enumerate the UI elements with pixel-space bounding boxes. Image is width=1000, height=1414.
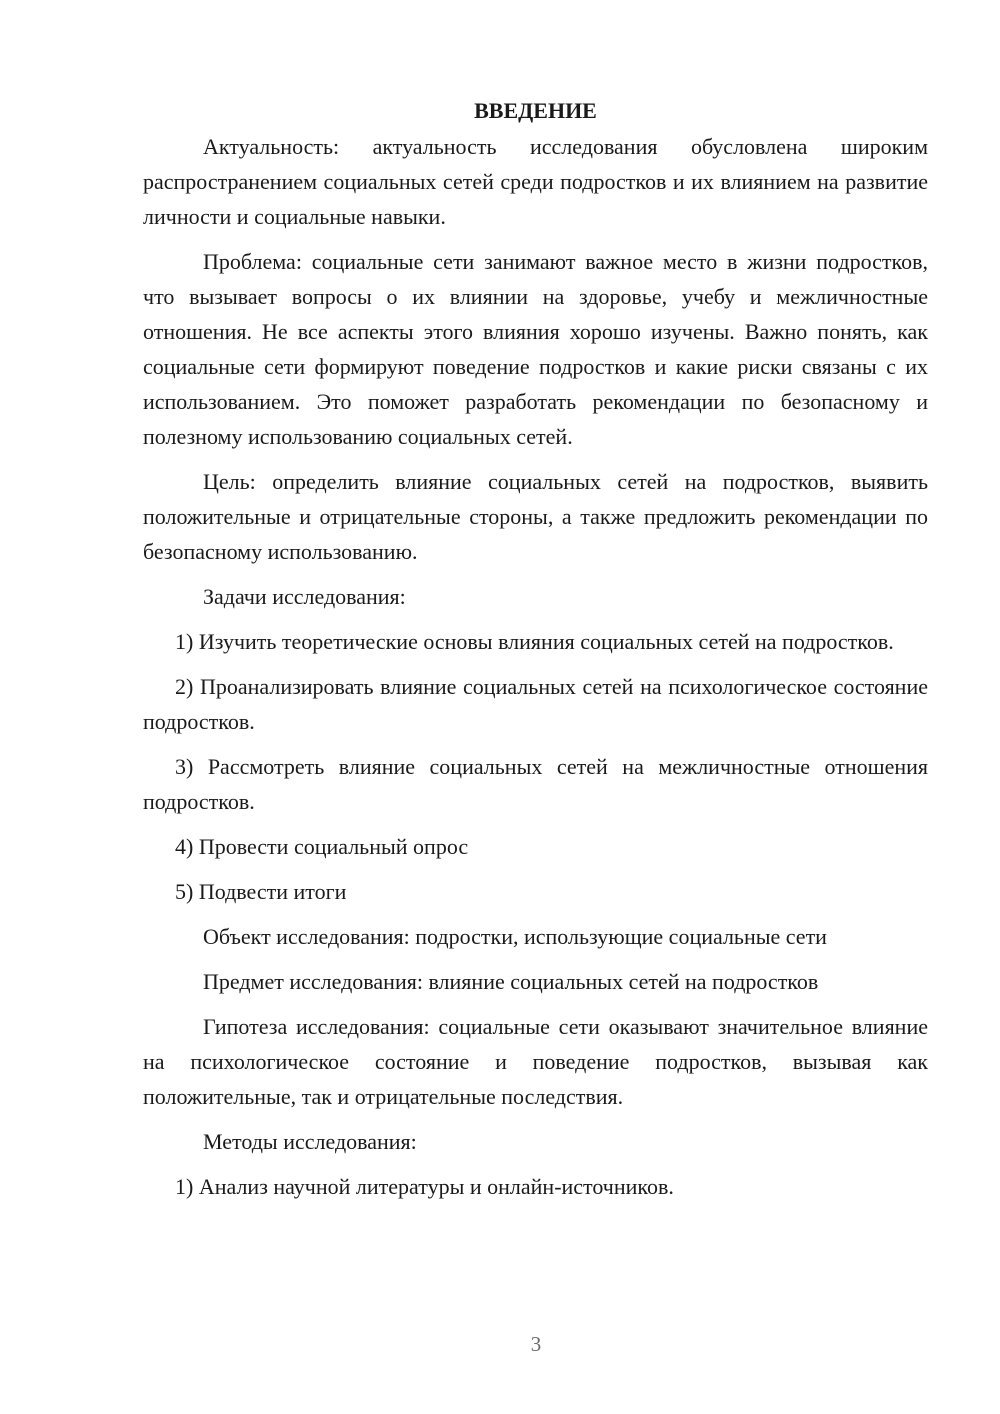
method-item-1: 1) Анализ научной литературы и онлайн-источников. xyxy=(175,1174,674,1199)
methods-heading: Методы исследования: xyxy=(203,1129,417,1154)
task-item-2: 2) Проанализировать влияние социальных сетей на психологическое состояние подростков. xyxy=(143,674,928,734)
task-item-5: 5) Подвести итоги xyxy=(175,879,347,904)
page-content xyxy=(143,95,928,1204)
relevance-paragraph: Актуальность: актуальность исследования обусловлена широким распространением социальных сетей среди подростков и их влиянием на развитие личности и социальные навыки. xyxy=(143,134,928,229)
research-object: Объект исследования: подростки, использующие социальные сети xyxy=(203,924,827,949)
page-number: 3 xyxy=(530,1332,542,1356)
tasks-heading: Задачи исследования: xyxy=(203,584,406,609)
problem-paragraph: Проблема: социальные сети занимают важное место в жизни подростков, что вызывает вопросы о их влиянии на здоровье, учебу и межличностные отношения. Не все аспекты этого влияния хорошо изучены. Важно понять, как социальные сети формируют поведение подростков и какие риски связаны с их использованием. Это поможет разработать рекомендации по безопасному и полезному использованию социальных сетей. xyxy=(143,249,928,449)
task-item-4: 4) Провести социальный опрос xyxy=(175,834,469,859)
research-hypothesis: Гипотеза исследования: социальные сети оказывают значительное влияние на психологическое состояние и поведение подростков, вызывая как положительные, так и отрицательные последствия. xyxy=(143,1014,928,1109)
task-item-3: 3) Рассмотреть влияние социальных сетей на межличностные отношения подростков. xyxy=(143,754,928,814)
task-item-1: 1) Изучить теоретические основы влияния социальных сетей на подростков. xyxy=(175,629,894,654)
research-subject: Предмет исследования: влияние социальных сетей на подростков xyxy=(203,969,819,994)
section-title: ВВЕДЕНИЕ xyxy=(474,98,597,123)
goal-paragraph: Цель: определить влияние социальных сетей на подростков, выявить положительные и отрицательные стороны, а также предложить рекомендации по безопасному использованию. xyxy=(143,469,928,564)
